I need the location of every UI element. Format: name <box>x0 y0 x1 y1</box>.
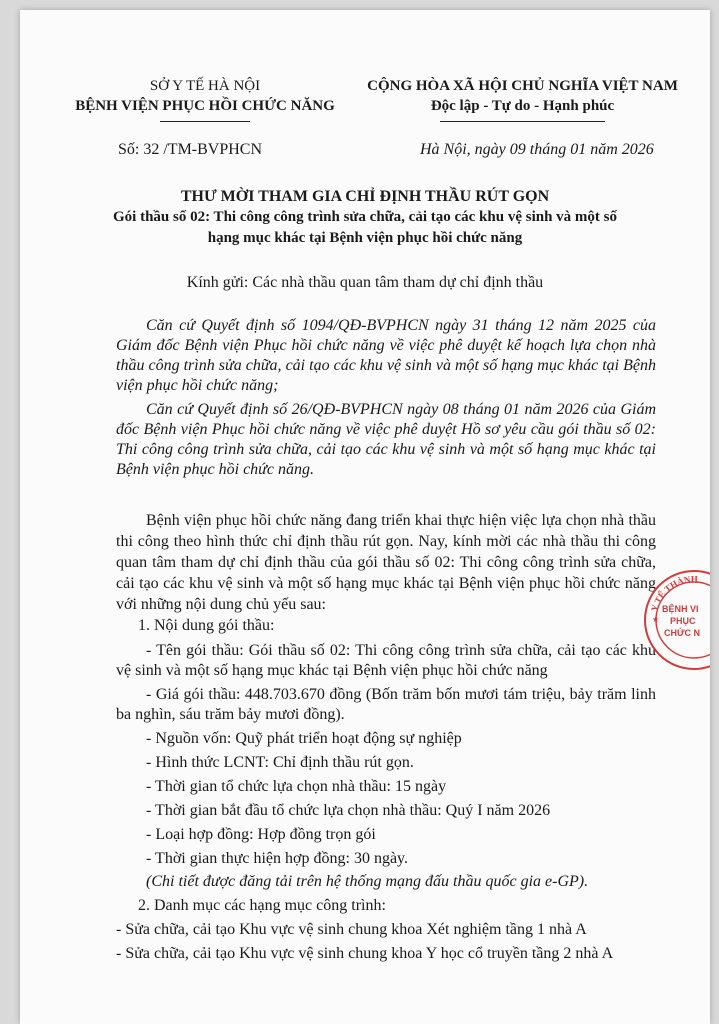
list-item: - Thời gian thực hiện hợp đồng: 30 ngày. <box>146 850 408 867</box>
document-title: THƯ MỜI THAM GIA CHỈ ĐỊNH THẦU RÚT GỌN <box>180 188 550 205</box>
motto-underline <box>440 121 605 122</box>
stamp-line-3: CHỨC N <box>664 628 700 638</box>
package-price: - Giá gói thầu: 448.703.670 đồng (Bốn trăm bốn mươi tám triệu, bảy trăm linh ba nghìn, sáu trăm bảy mươi đồng). <box>116 686 656 723</box>
document-page <box>20 10 710 1024</box>
hospital-stamp <box>644 570 710 670</box>
list-item: - Thời gian tổ chức lựa chọn nhà thầu: 15 ngày <box>146 778 447 795</box>
list-item: - Loại hợp đồng: Hợp đồng trọn gói <box>146 826 376 843</box>
national-motto: Độc lập - Tự do - Hạnh phúc <box>430 98 615 114</box>
list-item: - Thời gian bắt đầu tổ chức lựa chọn nhà thầu: Quý I năm 2026 <box>146 802 551 819</box>
list-item: - Nguồn vốn: Quỹ phát triển hoạt động sự nghiệp <box>146 730 462 747</box>
nation-name: CỘNG HÒA XÃ HỘI CHỦ NGHĨA VIỆT NAM <box>367 78 678 94</box>
basis-paragraph-2: Căn cứ Quyết định số 26/QĐ-BVPHCN ngày 08 tháng 01 năm 2026 của Giám đốc Bệnh viện Phục hồi chức năng về việc phê duyệt Hồ sơ yêu cầu gói thầu số 02: Thi công công trình sửa chữa, cải tạo các khu vệ sinh và một số hạng mục khác tại Bệnh viện phục hồi chức năng. <box>116 401 656 478</box>
list-item: - Hình thức LCNT: Chỉ định thầu rút gọn. <box>146 754 414 771</box>
section1-heading: 1. Nội dung gói thầu: <box>138 617 275 634</box>
stamp-ring-icon <box>646 572 710 668</box>
package-title-line1: Gói thầu số 02: Thi công công trình sửa chữa, cải tạo các khu vệ sinh và một số <box>112 209 618 225</box>
place-date: Hà Nội, ngày 09 tháng 01 năm 2026 <box>420 141 654 158</box>
package-title-line2: hạng mục khác tại Bệnh viện phục hồi chức năng <box>207 230 523 246</box>
document-number: Số: 32 /TM-BVPHCN <box>118 141 263 158</box>
egp-note: (Chi tiết được đăng tải trên hệ thống mạng đấu thầu quốc gia e-GP). <box>146 873 589 890</box>
stamp-line-2: PHỤC <box>670 616 696 626</box>
list-item: - Sửa chữa, cải tạo Khu vực vệ sinh chung khoa Y học cổ truyền tầng 2 nhà A <box>116 945 614 962</box>
recipient: Kính gửi: Các nhà thầu quan tâm tham dự chỉ định thầu <box>186 274 544 291</box>
ministry-name: SỞ Y TẾ HÀ NỘI <box>149 78 261 94</box>
hospital-name: BỆNH VIỆN PHỤC HỒI CHỨC NĂNG <box>75 98 335 114</box>
section2-heading: 2. Danh mục các hạng mục công trình: <box>138 897 386 914</box>
stamp-star-icon: ★ <box>652 615 660 624</box>
package-name: - Tên gói thầu: Gói thầu số 02: Thi công công trình sửa chữa, cải tạo các khu vệ sinh và một số hạng mục khác tại Bệnh viện phục hồi chức năng <box>116 642 656 679</box>
intro-paragraph: Bệnh viện phục hồi chức năng đang triển khai thực hiện việc lựa chọn nhà thầu thi công theo hình thức chỉ định thầu rút gọn. Nay, kính mời các nhà thầu thi công quan tâm tham dự chỉ định thầu của gói thầu số 02: Thi công công trình sửa chữa, cải tạo các khu vệ sinh và một số hạng mục khác tại Bệnh viện phục hồi chức năng với những nội dung chủ yếu sau: <box>116 512 656 613</box>
stamp-ring-text: Y TẾ THÀNH <box>649 573 698 613</box>
stamp-line-1: BỆNH VI <box>662 604 699 614</box>
basis-paragraph-1: Căn cứ Quyết định số 1094/QĐ-BVPHCN ngày 31 tháng 12 năm 2025 của Giám đốc Bệnh viện Phục hồi chức năng về việc phê duyệt kế hoạch lựa chọn nhà thầu công trình sửa chữa, cải tạo các khu vệ sinh và một số hạng mục khác tại Bệnh viện phục hồi chức năng; <box>116 317 656 394</box>
list-item: - Sửa chữa, cải tạo Khu vực vệ sinh chung khoa Xét nghiệm tầng 1 nhà A <box>116 921 587 938</box>
hospital-underline <box>160 121 250 122</box>
